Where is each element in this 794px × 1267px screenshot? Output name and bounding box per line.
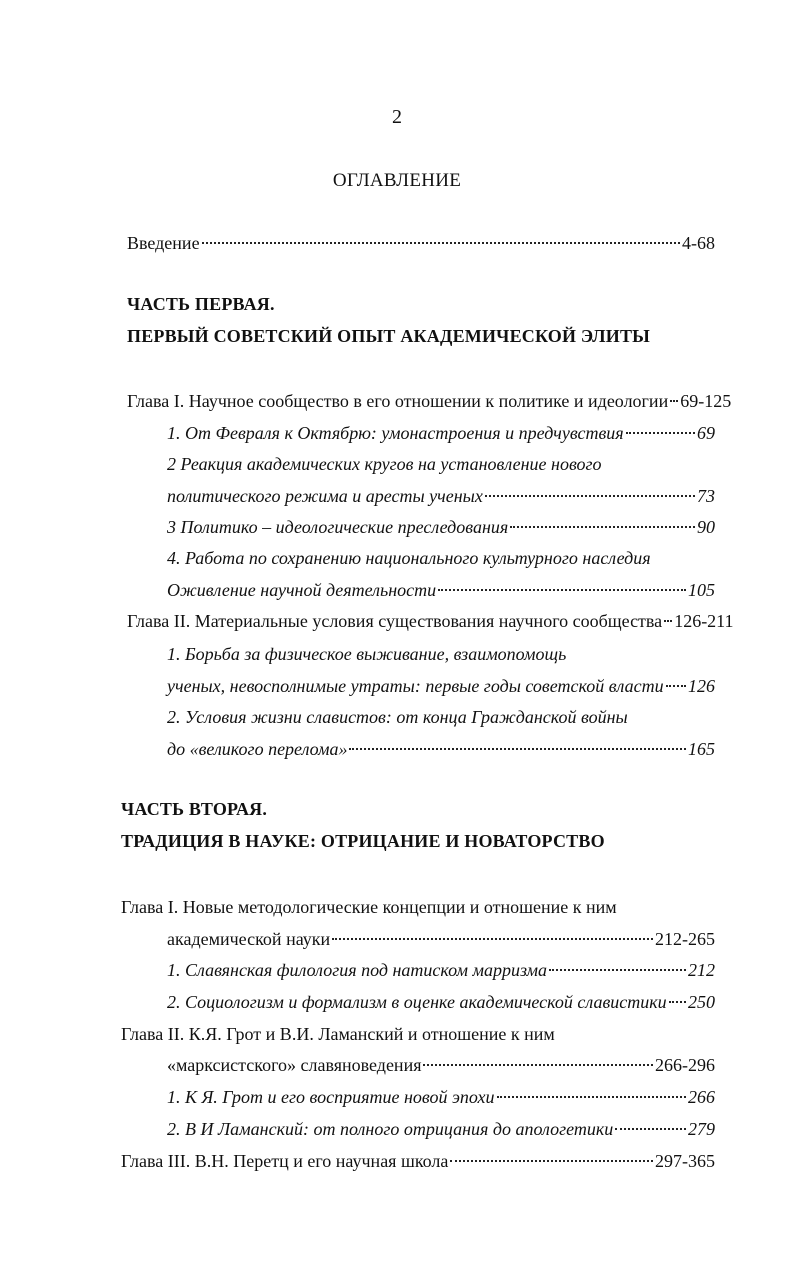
dot-leader (670, 400, 678, 402)
toc-entry-label: Глава III. В.Н. Перетц и его научная школа (121, 1151, 449, 1171)
toc-entry-pages: 279 (688, 1119, 715, 1139)
dot-leader (626, 432, 695, 434)
toc-entry-label: Оживление научной деятельности (167, 580, 437, 600)
dot-leader (485, 495, 695, 497)
dot-leader (664, 620, 672, 622)
toc-chapter-2-1-line1 (121, 894, 715, 920)
toc-section-2-2-2 (167, 1116, 715, 1142)
toc-entry-pages: 73 (697, 486, 715, 506)
toc-entry-label: «марксистского» славяноведения (167, 1055, 422, 1075)
toc-entry-pages: 90 (697, 517, 715, 537)
document-title: ОГЛАВЛЕНИЕ (332, 170, 462, 191)
toc-section-1-2-1 (167, 673, 715, 699)
toc-chapter-2-3 (121, 1148, 715, 1174)
toc-chapter-2-1 (167, 926, 715, 952)
dot-leader (669, 1001, 686, 1003)
toc-entry-pages: 69 (697, 423, 715, 443)
toc-chapter-1-1 (127, 388, 732, 414)
toc-entry-label: 1. От Февраля к Октябрю: умонастроения и предчувствия (167, 423, 624, 443)
toc-entry-label: 2. Условия жизни славистов: от конца Гражданской войны (167, 707, 628, 727)
toc-entry-label: до «великого перелома» (167, 739, 348, 759)
part-two-heading: ЧАСТЬ ВТОРАЯ. (121, 799, 268, 819)
toc-section-1-2-1-line1 (167, 641, 715, 667)
toc-section-1-1-1 (167, 420, 715, 446)
toc-chapter-2-2 (167, 1052, 715, 1078)
dot-leader (349, 748, 686, 750)
page-number: 2 (392, 106, 402, 128)
toc-entry-label: 4. Работа по сохранению национального культурного наследия (167, 548, 651, 568)
toc-entry-pages: 266-296 (655, 1055, 715, 1075)
toc-entry-label: 1. К Я. Грот и его восприятие новой эпохи (167, 1087, 495, 1107)
toc-entry-label: Глава I. Научное сообщество в его отношении к политике и идеологии (127, 391, 669, 411)
part-two-title: ТРАДИЦИЯ В НАУКЕ: ОТРИЦАНИЕ И НОВАТОРСТВО (121, 831, 605, 851)
toc-entry-pages: 69-125 (680, 391, 732, 411)
toc-section-1-1-4-line1 (167, 545, 715, 571)
part-one-heading: ЧАСТЬ ПЕРВАЯ. (127, 294, 275, 314)
toc-entry-pages: 212-265 (655, 929, 715, 949)
toc-entry-pages: 266 (688, 1087, 715, 1107)
toc-entry-label: Глава II. Материальные условия существования научного сообщества (127, 611, 663, 631)
dot-leader (450, 1160, 653, 1162)
toc-entry-pages: 250 (688, 992, 715, 1012)
toc-entry-pages: 105 (688, 580, 715, 600)
dot-leader (438, 589, 686, 591)
toc-entry-label: 2. Социологизм и формализм в оценке академической славистики (167, 992, 667, 1012)
dot-leader (615, 1128, 686, 1130)
toc-entry-label: 1. Борьба за физическое выживание, взаимопомощь (167, 644, 567, 664)
toc-entry-label: 2. В И Ламанский: от полного отрицания до апологетики (167, 1119, 614, 1139)
dot-leader (510, 526, 695, 528)
dot-leader (497, 1096, 686, 1098)
toc-entry-pages: 165 (688, 739, 715, 759)
toc-section-1-1-2-line1 (167, 451, 715, 477)
toc-entry-pages: 4-68 (682, 233, 715, 253)
toc-entry-label: 1. Славянская филология под натиском марризма (167, 960, 548, 980)
toc-entry-label: 2 Реакция академических кругов на установление нового (167, 454, 602, 474)
toc-entry-pages: 297-365 (655, 1151, 715, 1171)
toc-entry-label: Введение (127, 233, 200, 253)
dot-leader (549, 969, 686, 971)
toc-section-2-1-2 (167, 989, 715, 1015)
toc-entry-pages: 126-211 (674, 611, 734, 631)
toc-section-1-2-2 (167, 736, 715, 762)
toc-chapter-1-2 (127, 608, 734, 634)
toc-entry-label: политического режима и аресты ученых (167, 486, 483, 506)
toc-entry-pages: 126 (688, 676, 715, 696)
dot-leader (332, 938, 653, 940)
toc-entry-label: академической науки (167, 929, 331, 949)
toc-entry-label: 3 Политико – идеологические преследования (167, 517, 509, 537)
toc-section-1-1-2 (167, 483, 715, 509)
toc-section-2-2-1 (167, 1084, 715, 1110)
dot-leader (423, 1064, 653, 1066)
toc-entry-label: Глава II. К.Я. Грот и В.И. Ламанский и отношение к ним (121, 1024, 555, 1044)
dot-leader (202, 242, 680, 244)
toc-entry-label: ученых, невосполнимые утраты: первые годы советской власти (167, 676, 664, 696)
toc-entry-pages: 212 (688, 960, 715, 980)
toc-section-2-1-1 (167, 957, 715, 983)
toc-entry-label: Глава I. Новые методологические концепции и отношение к ним (121, 897, 617, 917)
toc-chapter-2-2-line1 (121, 1021, 715, 1047)
dot-leader (666, 685, 686, 687)
toc-entry-introduction (127, 230, 715, 256)
toc-section-1-1-3 (167, 514, 715, 540)
toc-section-1-2-2-line1 (167, 704, 715, 730)
part-one-title: ПЕРВЫЙ СОВЕТСКИЙ ОПЫТ АКАДЕМИЧЕСКОЙ ЭЛИТЫ (127, 326, 651, 346)
toc-section-1-1-4 (167, 577, 715, 603)
